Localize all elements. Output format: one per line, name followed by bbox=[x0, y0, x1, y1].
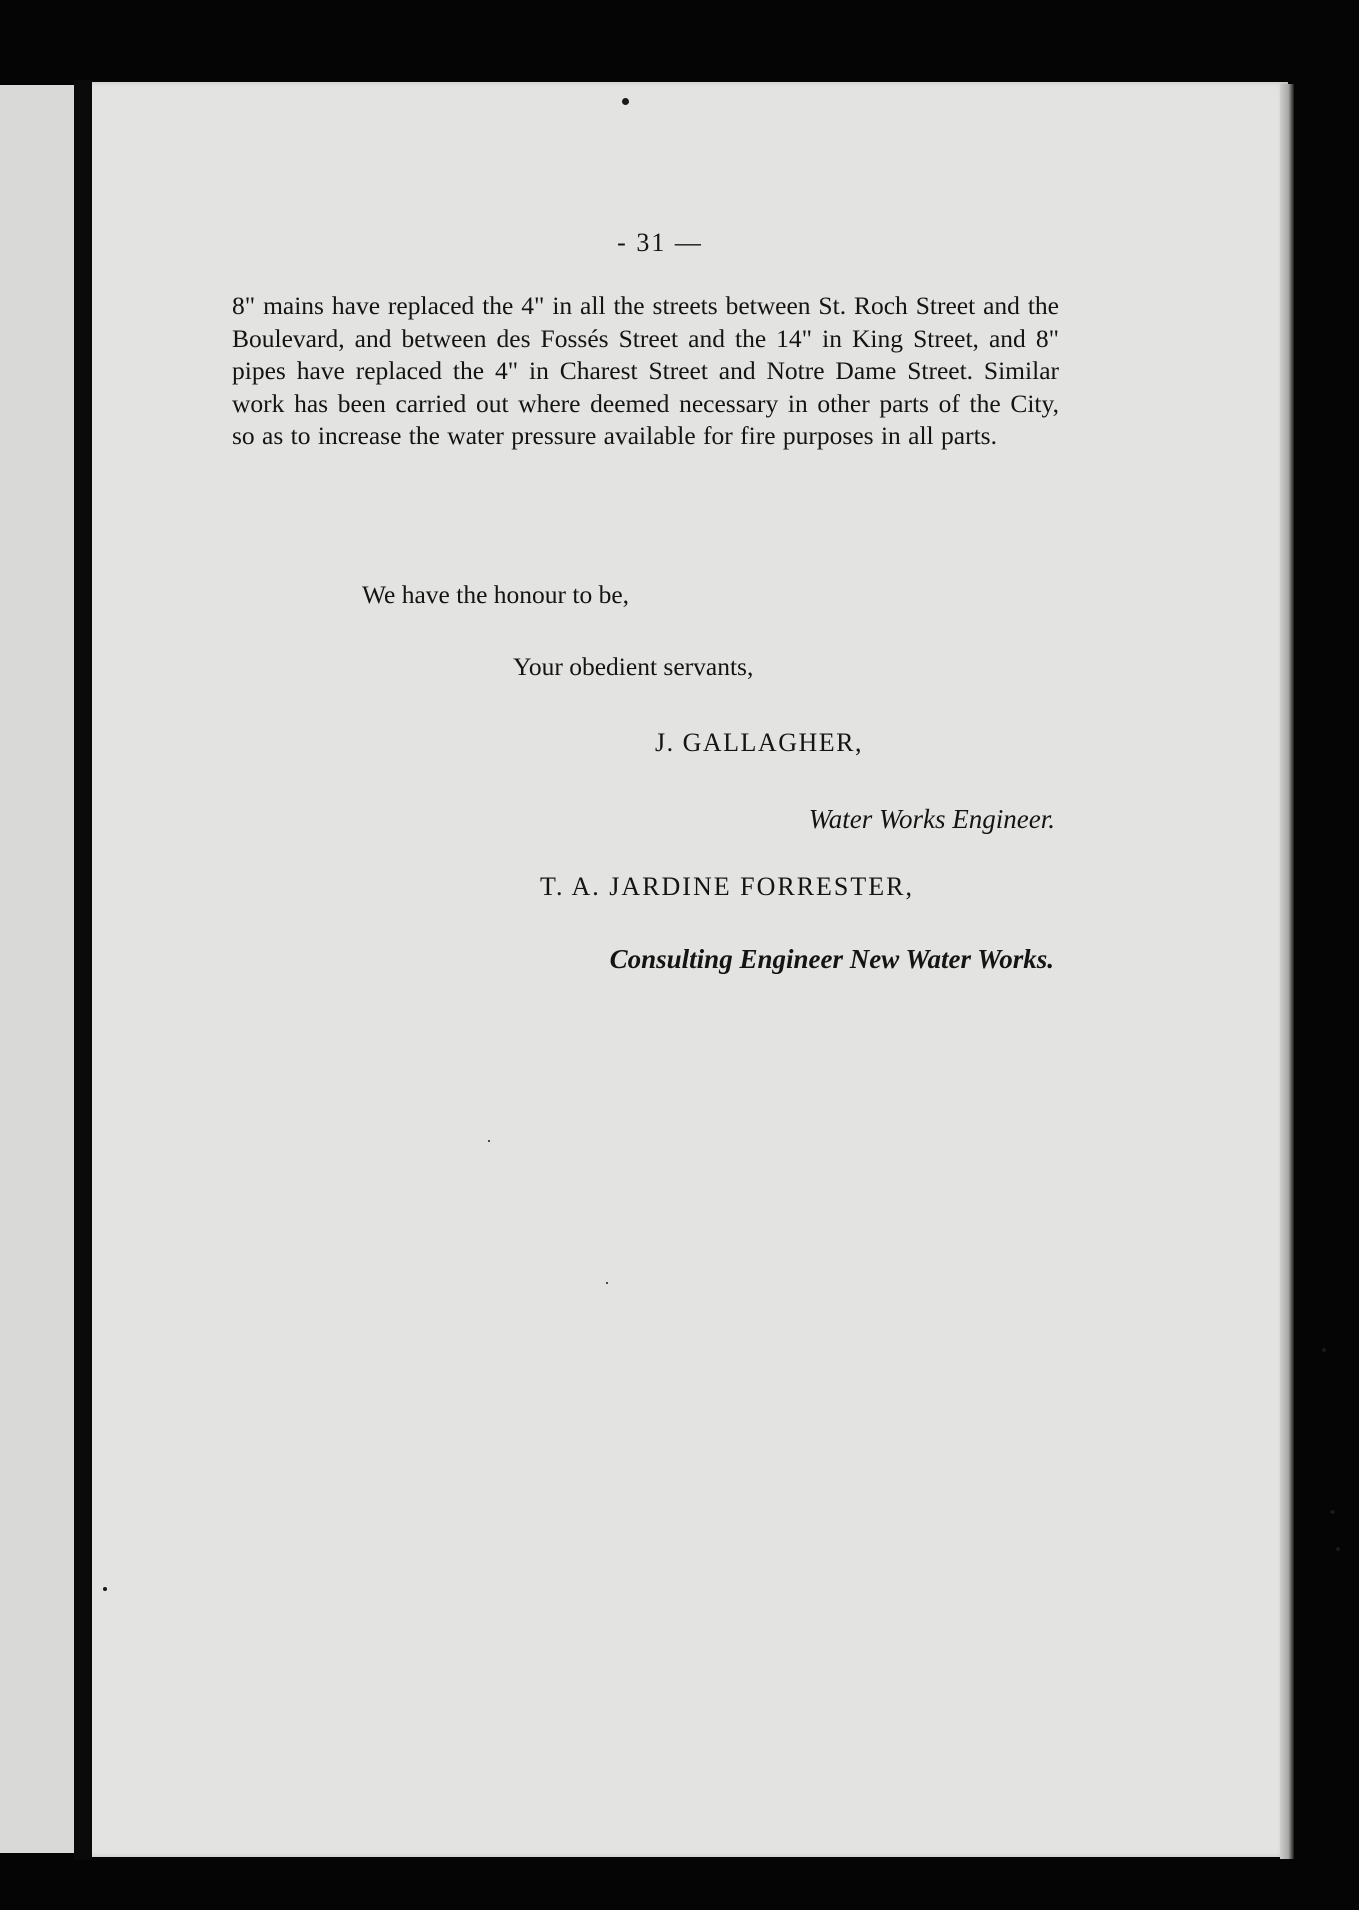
scan-speck bbox=[488, 1140, 490, 1142]
facing-page-edge bbox=[0, 85, 74, 1853]
signer-title: Water Works Engineer. bbox=[808, 804, 1055, 834]
scan-speck bbox=[1336, 1547, 1340, 1551]
page-edge-shadow bbox=[1280, 84, 1294, 1859]
scan-speck bbox=[606, 1282, 608, 1284]
signer-title: Consulting Engineer New Water Works. bbox=[609, 944, 1054, 974]
scan-speck bbox=[1322, 1348, 1326, 1352]
signer-name: T. A. JARDINE FORRESTER, bbox=[540, 872, 914, 901]
page-number: - 31 — bbox=[617, 228, 703, 257]
closing-salutation: We have the honour to be, bbox=[362, 580, 630, 609]
closing-valediction: Your obedient servants, bbox=[513, 652, 754, 681]
scan-speck bbox=[1330, 1510, 1335, 1514]
book-gutter bbox=[74, 80, 92, 1860]
scan-speck bbox=[622, 98, 629, 105]
body-paragraph: 8" mains have replaced the 4" in all the streets between St. Roch Street and the Boulevard, and between des Fossés Street and the 14" in King Street, and 8" pipes have replaced the 4" in Charest Street and Notre Dame Street. Similar work has been carried out where deemed necessary in other parts of the City, so as to increase the water pressure available for fire purposes in all parts. bbox=[232, 291, 1059, 451]
scan-speck bbox=[103, 1587, 107, 1591]
signer-name: J. GALLAGHER, bbox=[655, 728, 863, 757]
